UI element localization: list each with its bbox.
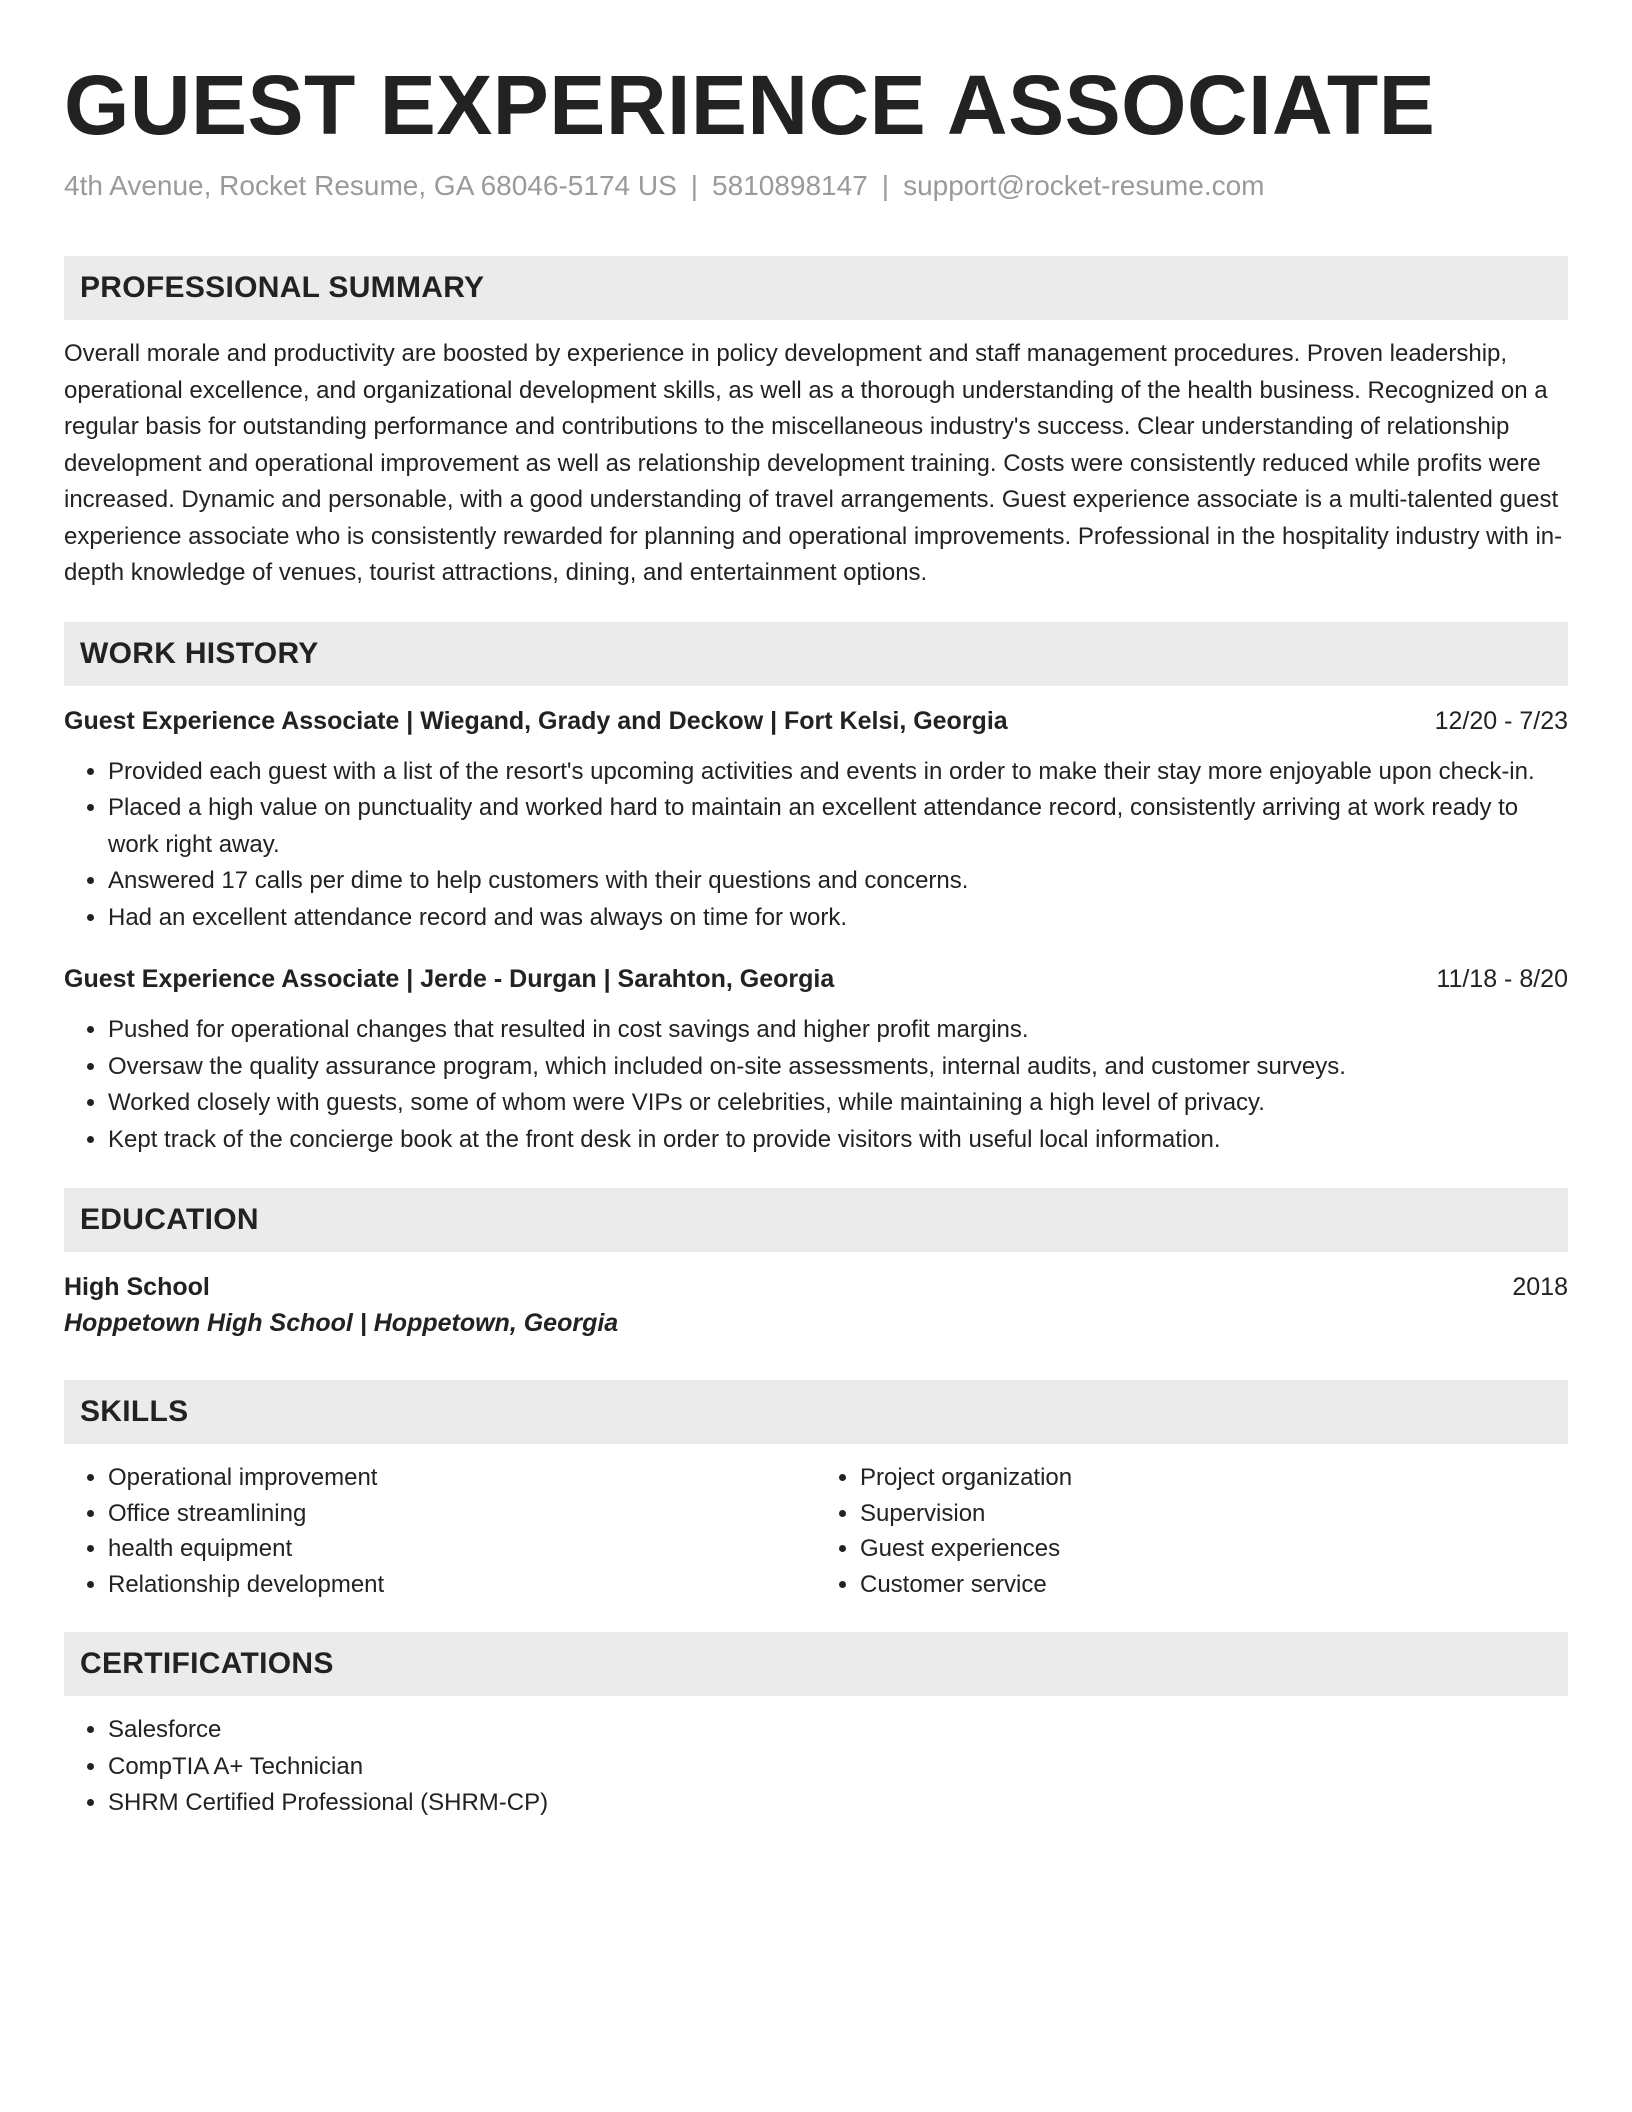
certification-list <box>64 1712 1568 1822</box>
skills-column-left <box>64 1460 816 1602</box>
contact-address: 4th Avenue, Rocket Resume, GA 68046-5174 US <box>64 170 677 201</box>
skill-item: • Relationship development <box>108 1567 816 1603</box>
skill-item: • Office streamlining <box>108 1496 816 1532</box>
certification-item: • Salesforce <box>108 1712 1568 1749</box>
job-dates: 12/20 - 7/23 <box>1434 706 1568 735</box>
job-header <box>64 704 1568 738</box>
summary-text: Overall morale and productivity are boosted by experience in policy development and staff management procedures. Proven leadership, operational excellence, and organizational development skills, as well as a thorough understanding of the health business. Recognized on a regular basis for outstanding performance and contributions to the miscellaneous industry's success. Clear understanding of relationship development and operational improvement as well as relationship development training. Costs were consistently reduced while profits were increased. Dynamic and personable, with a good understanding of travel arrangements. Guest experience associate is a multi-talented guest experience associate who is consistently rewarded for planning and operational improvements. Professional in the hospitality industry with in-depth knowledge of venues, tourist attractions, dining, and entertainment options. <box>64 340 1563 586</box>
certification-item: • SHRM Certified Professional (SHRM-CP) <box>108 1785 1568 1822</box>
education-year: 2018 <box>1512 1273 1568 1301</box>
section-heading-certifications: CERTIFICATIONS <box>64 1632 1568 1696</box>
job-bullet: • Placed a high value on punctuality and worked hard to maintain an excellent attendance record, consistently arriving at work ready to work right away. <box>108 790 1568 863</box>
contact-line <box>64 168 1568 204</box>
skill-item: • Operational improvement <box>108 1460 816 1496</box>
skills-grid <box>64 1460 1568 1602</box>
job-bullet: • Provided each guest with a list of the resort's upcoming activities and events in order to make their stay more enjoyable upon check-in. <box>108 754 1568 791</box>
skill-item: • Guest experiences <box>860 1531 1568 1567</box>
job-bullet: • Answered 17 calls per dime to help customers with their questions and concerns. <box>108 863 1568 900</box>
job-header <box>64 962 1568 996</box>
skill-item: • Customer service <box>860 1567 1568 1603</box>
education-header <box>64 1270 1568 1304</box>
education-school: Hoppetown High School | Hoppetown, Georgia <box>64 1309 619 1337</box>
section-heading-skills: SKILLS <box>64 1380 1568 1444</box>
contact-phone: 5810898147 <box>712 170 868 201</box>
job-bullet: • Kept track of the concierge book at the front desk in order to provide visitors with useful local information. <box>108 1122 1568 1159</box>
job-bullet: • Pushed for operational changes that resulted in cost savings and higher profit margins. <box>108 1012 1568 1049</box>
job-bullet: • Worked closely with guests, some of whom were VIPs or celebrities, while maintaining a high level of privacy. <box>108 1085 1568 1122</box>
skills-column-right <box>816 1460 1568 1602</box>
resume-name: GUEST EXPERIENCE ASSOCIATE <box>64 58 1436 152</box>
skill-item: • health equipment <box>108 1531 816 1567</box>
contact-separator: | <box>881 170 890 201</box>
section-heading-education: EDUCATION <box>64 1188 1568 1252</box>
job-bullet-list <box>64 754 1568 937</box>
education-degree: High School <box>64 1273 210 1301</box>
skill-item: • Supervision <box>860 1496 1568 1532</box>
section-heading-summary: PROFESSIONAL SUMMARY <box>64 256 1568 320</box>
job-bullet-list <box>64 1012 1568 1158</box>
job-dates: 11/18 - 8/20 <box>1436 965 1568 993</box>
job-bullet: • Had an excellent attendance record and was always on time for work. <box>108 900 1568 937</box>
certification-item: • CompTIA A+ Technician <box>108 1749 1568 1786</box>
section-heading-work-history: WORK HISTORY <box>64 622 1568 686</box>
contact-email: support@rocket-resume.com <box>903 170 1265 201</box>
contact-separator: | <box>690 170 699 201</box>
skill-item: • Project organization <box>860 1460 1568 1496</box>
job-bullet: • Oversaw the quality assurance program, which included on-site assessments, internal audits, and customer surveys. <box>108 1049 1568 1086</box>
job-title: Guest Experience Associate | Jerde - Durgan | Sarahton, Georgia <box>64 965 835 993</box>
job-title: Guest Experience Associate | Wiegand, Grady and Deckow | Fort Kelsi, Georgia <box>64 706 1008 735</box>
